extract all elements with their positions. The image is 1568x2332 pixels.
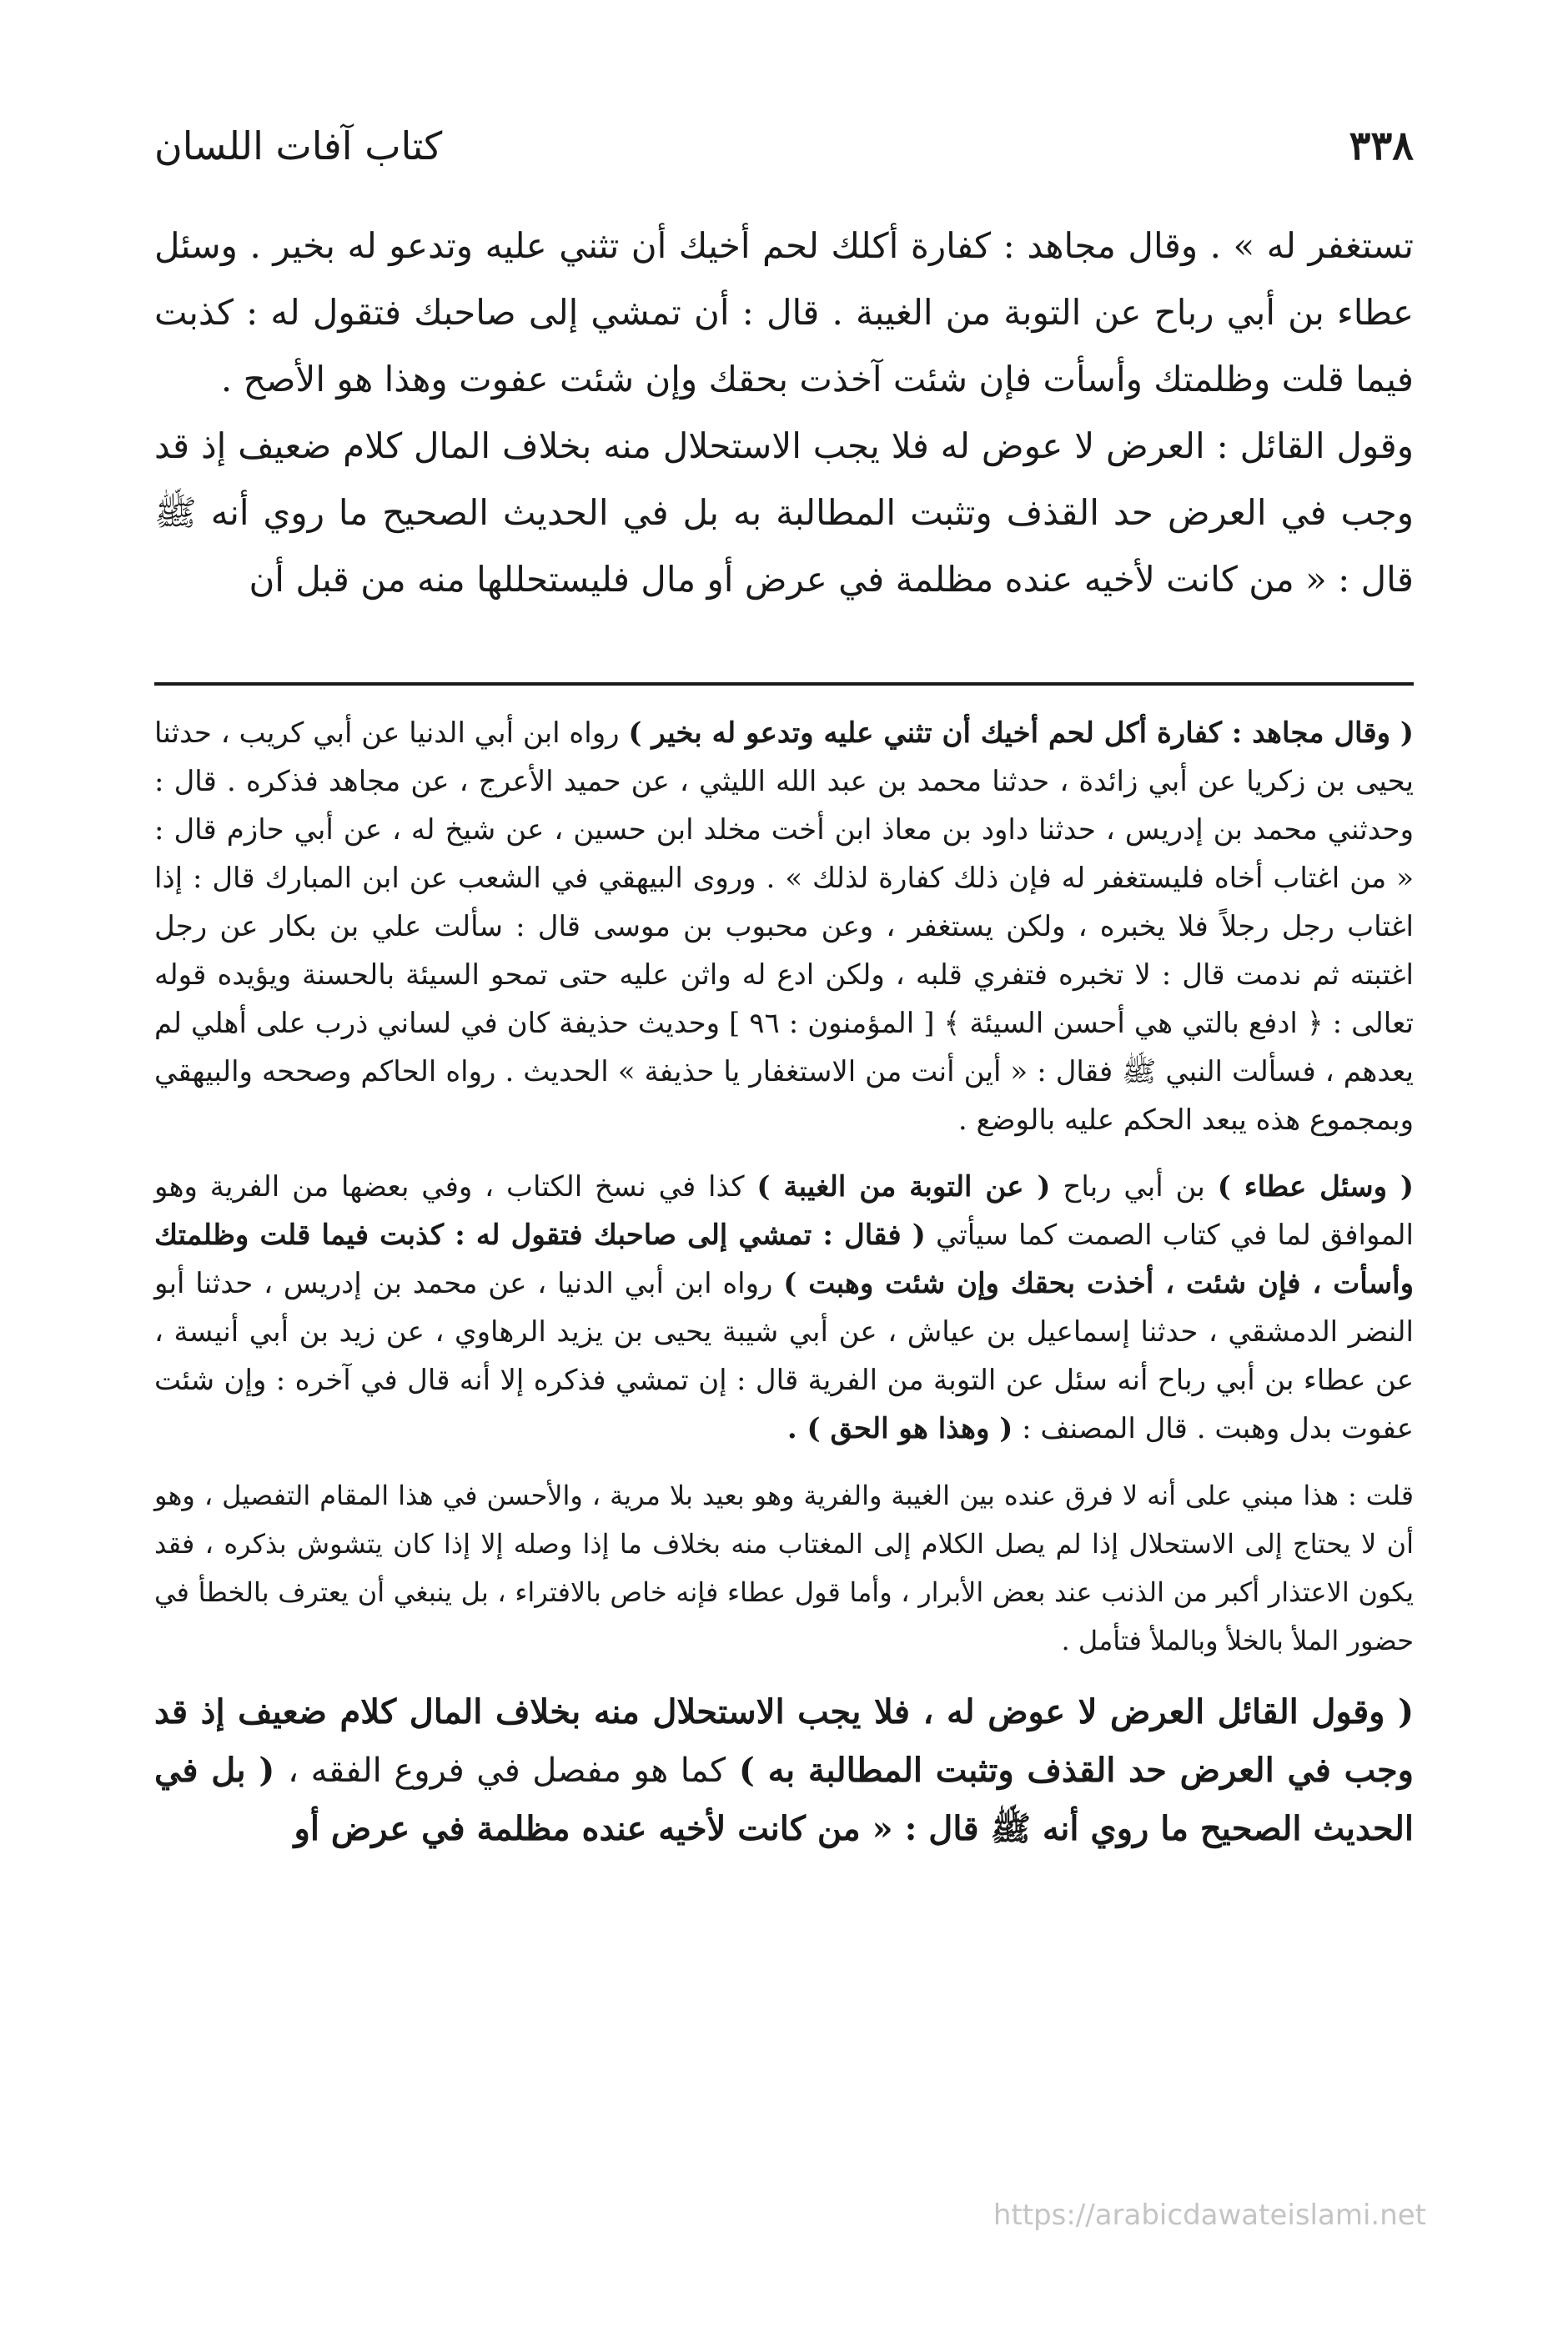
commentary-paragraph bbox=[154, 1163, 1414, 1453]
book-page bbox=[154, 0, 1414, 2332]
separator-rule bbox=[154, 682, 1414, 686]
running-title: كتاب آفات اللسان bbox=[154, 123, 443, 168]
main-text bbox=[154, 213, 1414, 613]
quoted-text: ( وسئل عطاء ) bbox=[1217, 1170, 1415, 1204]
page-header bbox=[154, 117, 1414, 175]
commentary bbox=[154, 709, 1414, 1877]
quoted-text: ( وهذا هو الحق ) . bbox=[787, 1412, 1013, 1445]
page-number: ٣٣٨ bbox=[1349, 123, 1414, 169]
quoted-text: ( وقال مجاهد : كفارة أكل لحم أخيك أن تثني عليه وتدعو له بخير ) bbox=[628, 716, 1415, 750]
quoted-text: ( عن التوبة من الغيبة ) bbox=[756, 1170, 1051, 1204]
quoted-text: ( وقول القائل العرض لا عوض له ، فلا يجب الاستحلال منه بخلاف المال كلام ضعيف إذ قد وجب في العرض حد القذف وتثبت المطالبة به ) bbox=[154, 1692, 1414, 1790]
quoted-text: ( فقال : تمشي إلى صاحبك فتقول له : كذبت فيما قلت وظلمتك وأسأت ، فإن شئت ، أخذت بحقك وإن شئت وهبت ) bbox=[154, 1219, 1414, 1300]
watermark: https://arabicdawateislami.net bbox=[993, 2199, 1426, 2232]
commentary-text: رواه ابن أبي الدنيا ، عن محمد بن إدريس ، حدثنا أبو النضر الدمشقي ، حدثنا إسماعيل بن عياش ، عن أبي شيبة يحيى بن يزيد الرهاوي ، عن زيد بن أبي أنيسة ، عن عطاء بن أبي رباح أنه سئل عن التوبة من الفرية قال : إن تمشي فذكره إلا أنه قال في آخره : وإن شئت عفوت بدل وهبت . قال المصنف : bbox=[154, 1267, 1414, 1445]
commentary-text: كما هو مفصل في فروع الفقه ، bbox=[288, 1752, 726, 1790]
commentary-text: بن أبي رباح bbox=[1063, 1170, 1205, 1204]
commentary-text: كذا في نسخ الكتاب ، وفي بعضها من الفرية وهو الموافق لما في كتاب الصمت كما سيأتي bbox=[154, 1170, 1414, 1252]
main-paragraph: تستغفر له » . وقال مجاهد : كفارة أكلك لحم أخيك أن تثني عليه وتدعو له بخير . وسئل عطاء بن أبي رباح عن التوبة من الغيبة . قال : أن تمشي إلى صاحبك فتقول له : كذبت فيما قلت وظلمتك وأسأت فإن شئت آخذت بحقك وإن شئت عفوت وهذا هو الأصح . bbox=[154, 225, 1414, 400]
note-paragraph: قلت : هذا مبني على أنه لا فرق عنده بين الغيبة والفرية وهو بعيد بلا مرية ، والأحسن في هذا المقام التفصيل ، وهو أن لا يحتاج إلى الاستحلال إذا لم يصل الكلام إلى المغتاب منه بخلاف ما إذا وصله إلا إذا كان يتشوش بذكره ، فقد يكون الاعتذار أكبر من الذنب عند بعض الأبرار ، وأما قول عطاء فإنه خاص بالافتراء ، بل ينبغي أن يعترف بالخطأ في حضور الملأ بالخلأ وبالملأ فتأمل . bbox=[154, 1480, 1414, 1656]
commentary-paragraph bbox=[154, 1683, 1414, 1858]
main-paragraph: وقول القائل : العرض لا عوض له فلا يجب الاستحلال منه بخلاف المال كلام ضعيف إذ قد وجب في العرض حد القذف وتثبت المطالبة به بل في الحديث الصحيح ما روي أنه ﷺ قال : « من كانت لأخيه عنده مظلمة في عرض أو مال فليستحللها منه من قبل أن bbox=[154, 425, 1414, 600]
quoted-text: ( بل في الحديث الصحيح ما روي أنه ﷺ قال : « من كانت لأخيه عنده مظلمة في عرض أو bbox=[154, 1751, 1414, 1848]
commentary-paragraph bbox=[154, 709, 1414, 1144]
commentary-text: رواه ابن أبي الدنيا عن أبي كريب ، حدثنا يحيى بن زكريا عن أبي زائدة ، حدثنا محمد بن عبد الله الليثي ، عن حميد الأعرج ، عن مجاهد فذكره . قال : وحدثني محمد بن إدريس ، حدثنا داود بن معاذ ابن أخت مخلد ابن حسين ، عن شيخ له ، عن أبي حازم قال : « من اغتاب أخاه فليستغفر له فإن ذلك كفارة لذلك » . وروى البيهقي في الشعب عن ابن المبارك قال : إذا اغتاب رجل رجلاً فلا يخبره ، ولكن يستغفر ، وعن محبوب بن موسى قال : سألت علي بن بكار عن رجل اغتبته ثم ندمت قال : لا تخبره فتفري قلبه ، ولكن ادع له واثن عليه حتى تمحو السيئة بالحسنة ويؤيده قوله تعالى : ﴿ ادفع بالتي هي أحسن السيئة ﴾ [ المؤمنون : ٩٦ ] وحديث حذيفة كان في لساني ذرب على أهلي لم يعدهم ، فسألت النبي ﷺ فقال : « أين أنت من الاستغفار يا حذيفة » الحديث . رواه الحاكم وصححه والبيهقي وبمجموع هذه يبعد الحكم عليه بالوضع . bbox=[154, 716, 1415, 1137]
